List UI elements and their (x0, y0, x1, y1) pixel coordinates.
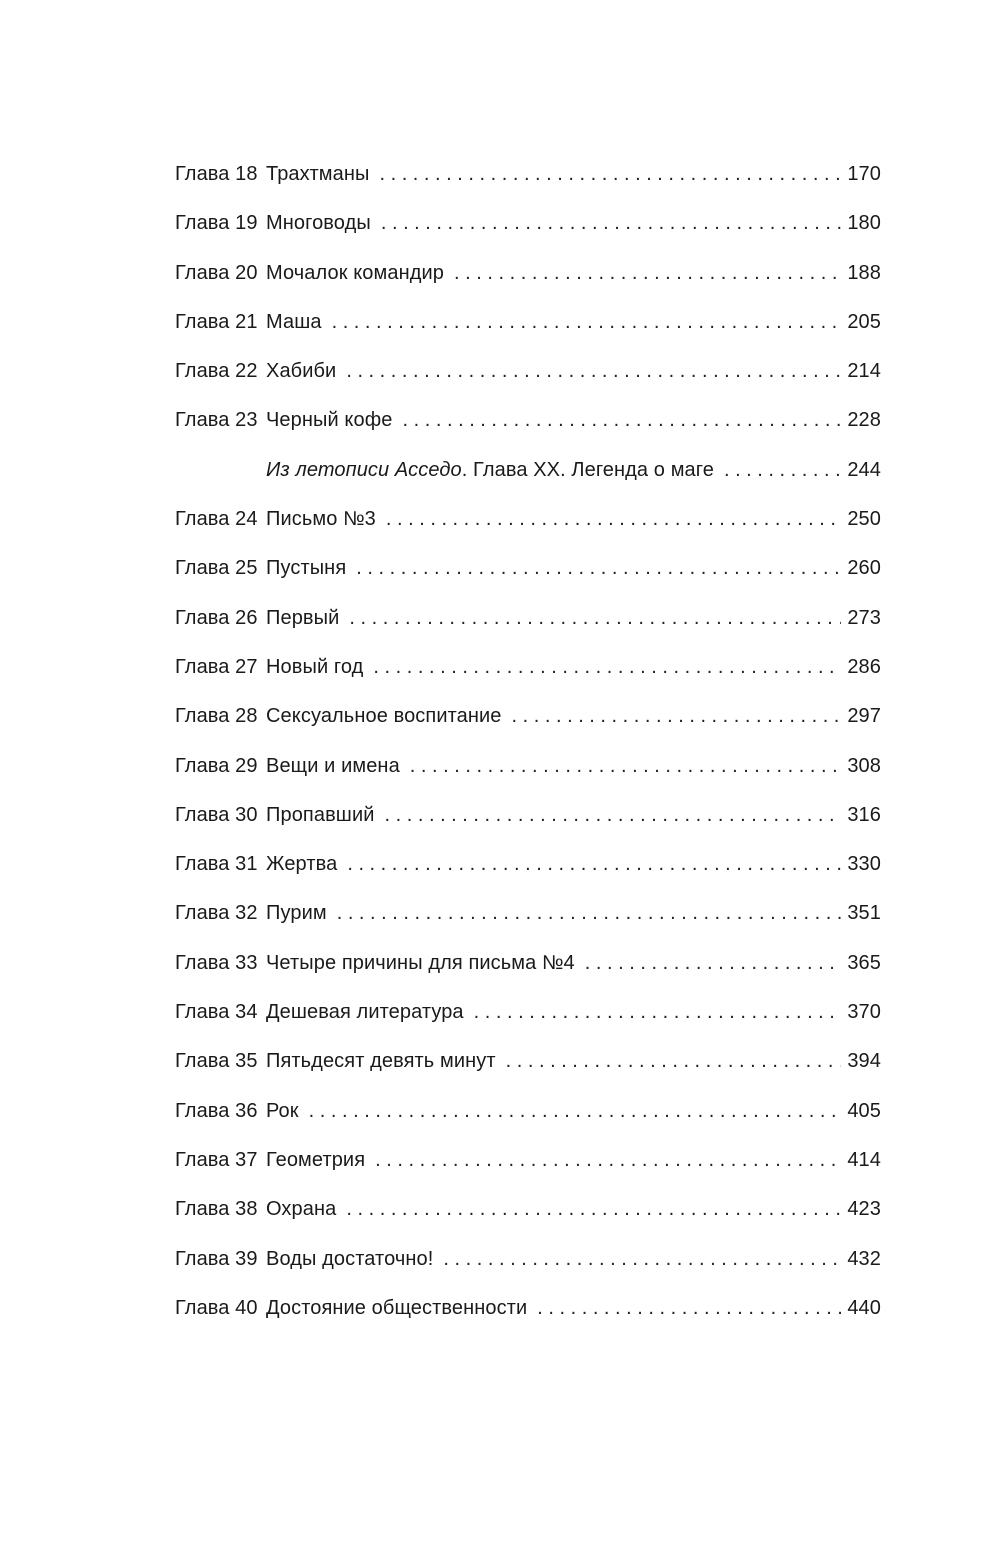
chapter-title-rest: . Глава XX. Легенда о маге (461, 458, 714, 481)
chapter-title: Четыре причины для письма №4 (266, 951, 575, 974)
chapter-title: Многоводы (266, 212, 371, 235)
toc-entry-ch35 (175, 1050, 881, 1099)
toc-entry-ch38 (175, 1198, 881, 1247)
page-number: 365 (847, 951, 881, 974)
toc-entry-ch20 (175, 262, 881, 311)
chapter-number: Глава 24 (175, 508, 258, 531)
page-number: 250 (847, 508, 881, 531)
chapter-number: Глава 20 (175, 261, 258, 284)
chapter-title: Первый (266, 606, 340, 629)
chapter-number: Глава 34 (175, 1001, 258, 1024)
page-number: 316 (847, 803, 881, 826)
page-number: 440 (847, 1296, 881, 1319)
chapter-title: Достояние общественности (266, 1296, 528, 1319)
chapter-number: Глава 38 (175, 1198, 258, 1221)
page-number: 260 (847, 557, 881, 580)
chapter-title: Пятьдесят девять минут (266, 1050, 496, 1073)
page-number: 423 (847, 1198, 881, 1221)
dot-leader (385, 804, 842, 827)
toc-entry-ch37 (175, 1149, 881, 1198)
page-number: 405 (847, 1099, 881, 1122)
page-number: 273 (847, 606, 881, 629)
dot-leader (585, 952, 842, 975)
toc-entry-ch19 (175, 212, 881, 261)
table-of-contents (175, 163, 881, 1346)
page-number: 228 (847, 409, 881, 432)
toc-entry-ch26 (175, 607, 881, 656)
chapter-title (266, 459, 714, 482)
chapter-title: Охрана (266, 1198, 337, 1221)
page-number: 351 (847, 902, 881, 925)
page-number: 180 (847, 212, 881, 235)
dot-leader (337, 902, 842, 925)
chapter-number: Глава 27 (175, 655, 258, 678)
toc-entry-ch34 (175, 1001, 881, 1050)
dot-leader (537, 1297, 841, 1320)
chapter-number: Глава 26 (175, 606, 258, 629)
toc-entry-ch22 (175, 360, 881, 409)
toc-entry-ch39 (175, 1248, 881, 1297)
toc-entry-ch33 (175, 952, 881, 1001)
chapter-number: Глава 29 (175, 754, 258, 777)
dot-leader (346, 1198, 841, 1221)
chapter-title: Жертва (266, 853, 338, 876)
dot-leader (724, 459, 841, 482)
page-number: 297 (847, 705, 881, 728)
dot-leader (373, 656, 841, 679)
page-number: 432 (847, 1247, 881, 1270)
chapter-title: Вещи и имена (266, 754, 400, 777)
dot-leader (346, 360, 841, 383)
dot-leader (309, 1100, 842, 1123)
chapter-title: Хабиби (266, 360, 337, 383)
chapter-number: Глава 36 (175, 1099, 258, 1122)
dot-leader (512, 705, 842, 728)
chapter-number: Глава 18 (175, 163, 258, 185)
dot-leader (454, 262, 841, 285)
chapter-title: Письмо №3 (266, 508, 376, 531)
chapter-title: Геометрия (266, 1148, 366, 1171)
chapter-title: Рок (266, 1099, 299, 1122)
toc-entry-ch27 (175, 656, 881, 705)
chapter-title: Пустыня (266, 557, 347, 580)
page-number: 214 (847, 360, 881, 383)
chapter-title: Пропавший (266, 803, 375, 826)
chapter-number: Глава 37 (175, 1148, 258, 1171)
chapter-number: Глава 23 (175, 409, 258, 432)
dot-leader (379, 163, 841, 186)
chapter-number: Глава 21 (175, 310, 258, 333)
toc-entry-ch28 (175, 705, 881, 754)
page-number: 286 (847, 655, 881, 678)
chapter-number: Глава 39 (175, 1247, 258, 1270)
chapter-number: Глава 32 (175, 902, 258, 925)
dot-leader (356, 557, 841, 580)
dot-leader (349, 607, 841, 630)
dot-leader (410, 755, 842, 778)
toc-entry-ch31 (175, 853, 881, 902)
page-number: 414 (847, 1148, 881, 1171)
chapter-title: Пурим (266, 902, 327, 925)
toc-entry-ch18 (175, 163, 881, 212)
chapter-number: Глава 30 (175, 803, 258, 826)
dot-leader (347, 853, 841, 876)
toc-entry-ch23 (175, 409, 881, 458)
dot-leader (375, 1149, 841, 1172)
page-number: 205 (847, 310, 881, 333)
chapter-number: Глава 22 (175, 360, 258, 383)
chapter-number: Глава 31 (175, 853, 258, 876)
chapter-title: Черный кофе (266, 409, 393, 432)
toc-entry-ch32 (175, 902, 881, 951)
chapter-title: Новый год (266, 655, 364, 678)
page-number: 244 (847, 458, 881, 481)
chapter-title: Воды достаточно! (266, 1247, 434, 1270)
toc-entry-ch25 (175, 557, 881, 606)
chapter-number: Глава 25 (175, 557, 258, 580)
page-number: 330 (847, 853, 881, 876)
chapter-number: Глава 19 (175, 212, 258, 235)
page-number: 170 (847, 163, 881, 185)
toc-entry-ch21 (175, 311, 881, 360)
toc-entry-ch29 (175, 755, 881, 804)
page-number: 308 (847, 754, 881, 777)
page-number: 188 (847, 261, 881, 284)
chapter-title-italic: Из летописи Асседо (266, 458, 462, 481)
chapter-title: Мочалок командир (266, 261, 445, 284)
page-number: 394 (847, 1050, 881, 1073)
chapter-title: Сексуальное воспитание (266, 705, 502, 728)
dot-leader (332, 311, 842, 334)
chapter-title: Трахтманы (266, 163, 370, 185)
dot-leader (506, 1050, 842, 1073)
chapter-title: Дешевая литература (266, 1001, 464, 1024)
page-number: 370 (847, 1001, 881, 1024)
dot-leader (403, 409, 842, 432)
chapter-number: Глава 40 (175, 1296, 258, 1319)
toc-entry-ch30 (175, 804, 881, 853)
chapter-title: Маша (266, 310, 322, 333)
chapter-number: Глава 35 (175, 1050, 258, 1073)
dot-leader (474, 1001, 842, 1024)
toc-entry-interlude (175, 459, 881, 508)
dot-leader (443, 1248, 841, 1271)
dot-leader (386, 508, 841, 531)
dot-leader (381, 212, 841, 235)
toc-entry-ch24 (175, 508, 881, 557)
chapter-number: Глава 28 (175, 705, 258, 728)
toc-entry-ch36 (175, 1100, 881, 1149)
toc-entry-ch40 (175, 1297, 881, 1346)
chapter-number: Глава 33 (175, 951, 258, 974)
